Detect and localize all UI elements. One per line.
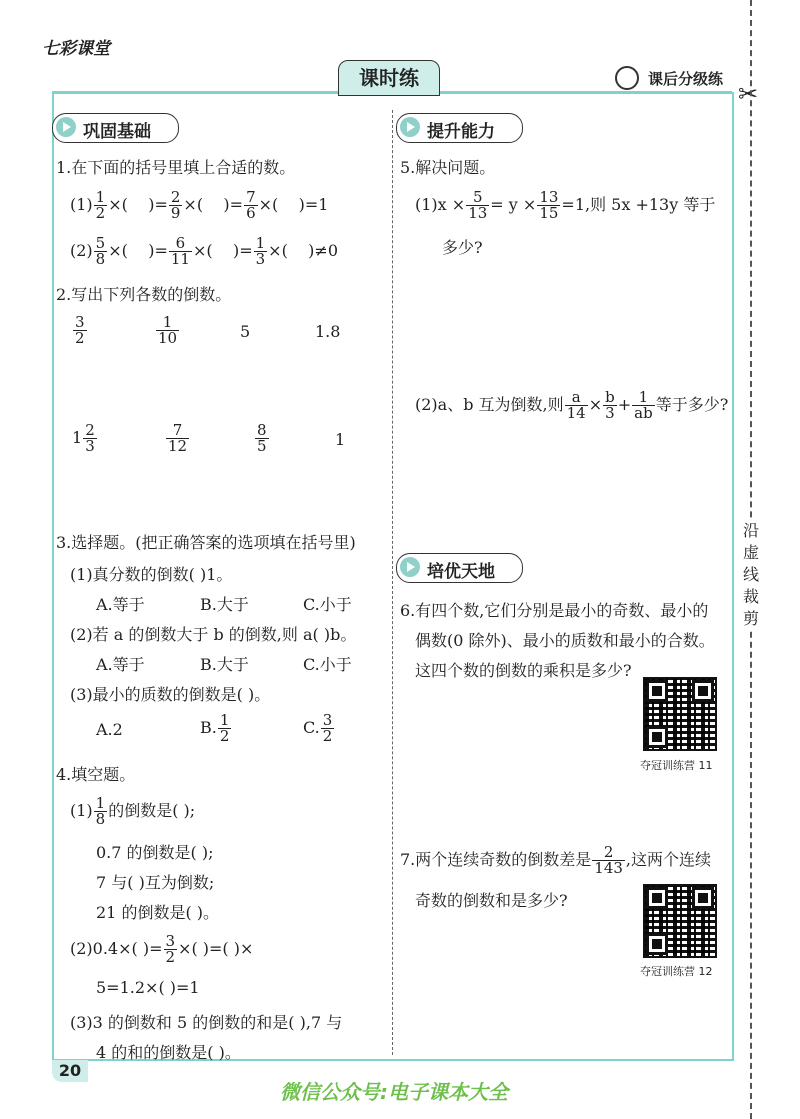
q5-part2: (2)a、b 互为倒数,则 $\frac{a}{14}$ × $\frac{b}{3}$ + $\frac{1}{ab}$ 等于多少?: [415, 388, 729, 422]
play-icon: [400, 557, 420, 577]
q2-item: 1 $\frac{2}{3}$: [72, 421, 95, 455]
q6-line1: 6.有四个数,它们分别是最小的奇数、最小的: [400, 601, 709, 620]
cut-char: 沿: [742, 521, 759, 540]
q1-part1: (1) $\frac{1}{2}$ ×( )= $\frac{2}{9}$ ×( )= $\frac{7}{6}$ ×( )=1: [70, 188, 329, 222]
q4-part1: (1) $\frac{1}{8}$ 的倒数是( );: [70, 794, 196, 828]
q5-part1-l2: 多少?: [442, 238, 483, 257]
q3-stem: 3.选择题。(把正确答案的选项填在括号里): [56, 533, 356, 552]
section-improve: [396, 113, 523, 143]
cut-char: 虚: [742, 543, 759, 562]
q6-line2: 偶数(0 除外)、最小的质数和最小的合数。: [415, 631, 715, 650]
q3-opt: A.2: [96, 720, 123, 739]
q3-opt: B. $\frac{1}{2}$: [200, 711, 230, 745]
cut-label: [739, 520, 763, 630]
qr-caption: 夺冠训练营 11: [640, 759, 713, 772]
q2-item: $\frac{1}{10}$: [158, 313, 178, 347]
q5-stem: 5.解决问题。: [400, 158, 496, 177]
q3-opt: C.小于: [303, 595, 352, 614]
play-icon: [400, 117, 420, 137]
footer-watermark: 微信公众号:电子课本大全: [280, 1080, 508, 1104]
clock-icon: [615, 66, 639, 90]
page-number: 20: [52, 1060, 88, 1082]
q1-stem: 1.在下面的括号里填上合适的数。: [56, 158, 296, 177]
q4-part1-l2: 0.7 的倒数是( );: [96, 843, 214, 862]
q3-opt: B.大于: [200, 655, 249, 674]
cut-char: 剪: [742, 609, 759, 628]
q1-part2: (2) $\frac{5}{8}$ ×( )= $\frac{6}{11}$ ×( )= $\frac{1}{3}$ ×( )≠0: [70, 234, 338, 268]
q4-stem: 4.填空题。: [56, 765, 136, 784]
q7-line2: 奇数的倒数和是多少?: [415, 891, 568, 910]
q2-item: 1.8: [315, 322, 341, 341]
qr-caption: 夺冠训练营 12: [640, 965, 713, 978]
q3-opt: A.等于: [96, 655, 145, 674]
scissors-icon: ✂: [738, 80, 759, 108]
play-icon: [56, 117, 76, 137]
q2-item: $\frac{8}{5}$: [257, 421, 267, 455]
q4-part3-l2: 4 的和的倒数是( )。: [96, 1043, 241, 1062]
q2-item: $\frac{3}{2}$: [75, 313, 85, 347]
q2-stem: 2.写出下列各数的倒数。: [56, 285, 232, 304]
cut-char: 线: [742, 565, 759, 584]
q2-item: $\frac{7}{12}$: [168, 421, 188, 455]
section-label: 培优天地: [427, 562, 495, 582]
q3-opt: B.大于: [200, 595, 249, 614]
q4-part1-l3: 7 与( )互为倒数;: [96, 873, 215, 892]
q3-opt: C. $\frac{3}{2}$: [303, 711, 333, 745]
q6-line3: 这四个数的倒数的乘积是多少?: [415, 661, 632, 680]
page-title: 课时练: [359, 66, 419, 90]
section-excel: [396, 553, 523, 583]
qr-code[interactable]: [643, 884, 717, 958]
header-right-label: 课后分级练: [648, 70, 724, 88]
q2-item: 1: [335, 430, 346, 449]
q3-part1: (1)真分数的倒数( )1。: [70, 565, 233, 584]
brand-logo: 七彩课堂: [42, 39, 110, 59]
q3-opt: A.等于: [96, 595, 145, 614]
q3-part2: (2)若 a 的倒数大于 b 的倒数,则 a( )b。: [70, 625, 357, 644]
column-divider: [392, 110, 393, 1055]
section-basic: [52, 113, 179, 143]
q4-part1-l4: 21 的倒数是( )。: [96, 903, 220, 922]
q2-item: 5: [240, 322, 251, 341]
section-label: 巩固基础: [83, 122, 151, 142]
q3-part3: (3)最小的质数的倒数是( )。: [70, 685, 271, 704]
q4-part2: (2)0.4×( )= $\frac{3}{2}$ ×( )=( )×: [70, 932, 254, 966]
qr-code[interactable]: [643, 677, 717, 751]
q5-part1: (1)x × $\frac{5}{13}$ = y × $\frac{13}{15}$ =1,则 5x +13y 等于: [415, 188, 716, 222]
q3-opt: C.小于: [303, 655, 352, 674]
q4-part3: (3)3 的倒数和 5 的倒数的和是( ),7 与: [70, 1013, 343, 1032]
cut-char: 裁: [742, 587, 759, 606]
section-label: 提升能力: [427, 122, 495, 142]
q7-line1: 7.两个连续奇数的倒数差是 $\frac{2}{143}$ ,这两个连续: [400, 843, 712, 877]
q4-part2-l2: 5=1.2×( )=1: [96, 978, 200, 997]
header-title-box: [338, 60, 440, 96]
